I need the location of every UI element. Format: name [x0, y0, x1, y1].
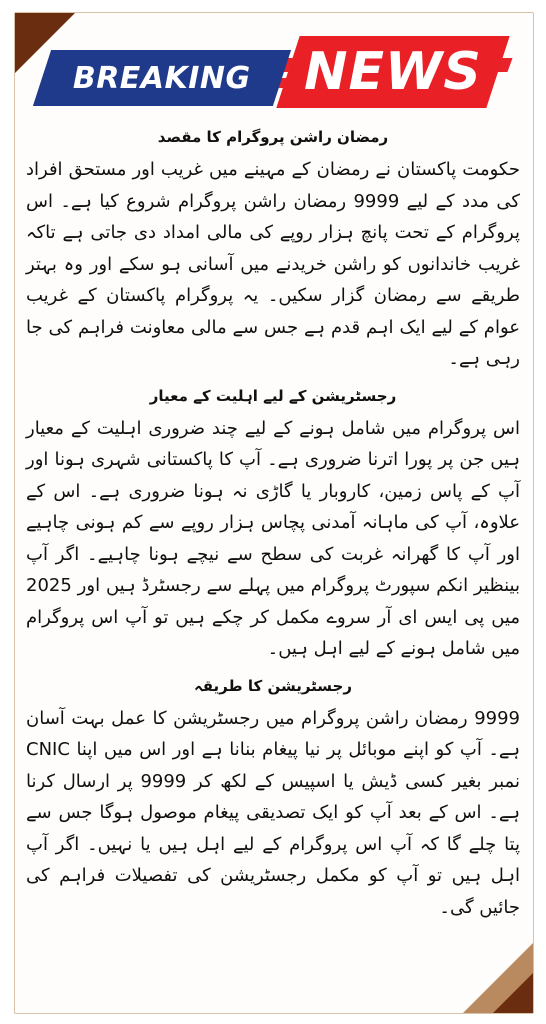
article-content	[26, 120, 520, 923]
section-body-purpose: حکومت پاکستان نے رمضان کے مہینے میں غریب اور مستحق افراد کی مدد کے لیے 9999 رمضان راشن پروگرام شروع کیا ہے۔ اس پروگرام کے تحت پانچ ہزار روپے کی مالی امداد دی جاتی ہے تاکہ غریب خاندانوں کو راشن خریدنے میں آسانی ہو سکے اور وہ بہتر طریقے سے رمضان گزار سکیں۔ یہ پروگرام پاکستان کے غریب عوام کے لیے ایک اہم قدم ہے جس سے مالی معاونت فراہم کی جا رہی ہے۔	[26, 159, 520, 369]
section-body-registration: 9999 رمضان راشن پروگرام میں رجسٹریشن کا عمل بہت آسان ہے۔ آپ کو اپنے موبائل پر نیا پیغام بنانا ہے اور اس میں اپنا CNIC نمبر بغیر کسی ڈیش یا اسپیس کے لکھ کر 9999 پر ارسال کرنا ہے۔ اس کے بعد آپ کو ایک تصدیقی پیغام موصول ہوگا جس سے پتا چلے گا کہ آپ اس پروگرام کے لیے اہل ہیں یا نہیں۔ اگر آپ اہل ہیں تو آپ کو مکمل رجسٹریشن کی تفصیلات فراہم کی جائیں گی۔	[26, 707, 520, 918]
section-heading-eligibility: رجسٹریشن کے لیے اہلیت کے معیار	[149, 386, 397, 405]
section-heading-registration: رجسٹریشن کا طریقہ	[193, 676, 353, 695]
corner-decoration-bottom-right-inner	[493, 973, 533, 1013]
section-heading-purpose: رمضان راشن پروگرام کا مقصد	[157, 128, 389, 146]
breaking-label: BREAKING	[73, 60, 251, 96]
section-body-eligibility: اس پروگرام میں شامل ہونے کے لیے چند ضروری اہلیت کے معیار ہیں جن پر پورا اترنا ضروری ہے۔ آپ کا پاکستانی شہری ہونا اور آپ کے پاس زمین، کاروبار یا گاڑی نہ ہونا ضروری ہے۔ اس کے علاوہ، آپ کی ماہانہ آمدنی پچاس ہزار روپے سے کم ہونی چاہیے اور آپ کا گھرانہ غربت کی سطح سے نیچے ہونا چاہیے۔ اگر آپ بینظیر انکم سپورٹ پروگرام میں پہلے سے رجسٹرڈ ہیں اور 2025 میں پی ایس ای آر سروے مکمل کر چکے ہیں تو آپ اس پروگرام میں شامل ہونے کے لیے اہل ہیں۔	[26, 417, 520, 659]
news-label-box	[276, 36, 509, 108]
breaking-news-banner	[40, 28, 510, 114]
breaking-label-box	[33, 50, 291, 106]
news-label: NEWS	[304, 42, 482, 102]
